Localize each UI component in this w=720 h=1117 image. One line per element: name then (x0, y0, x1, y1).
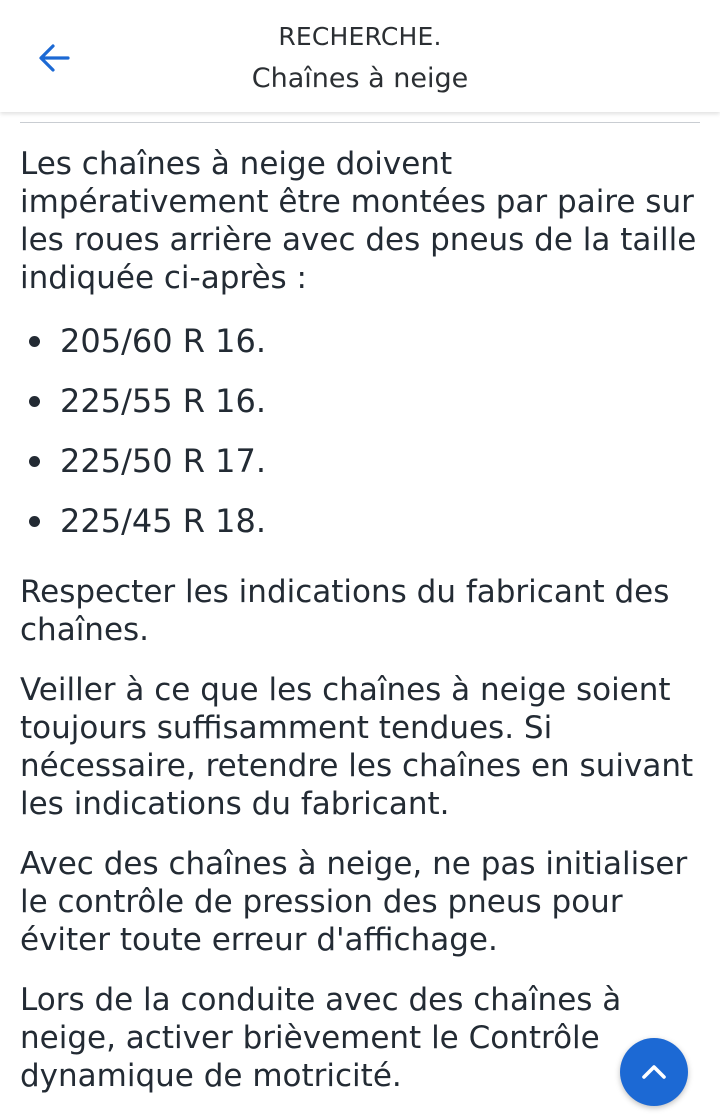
page-title: Chaînes à neige (251, 63, 469, 94)
list-item: 225/45 R 18. (20, 491, 700, 551)
paragraph: Lors de la conduite avec des chaînes à neige, activer brièvement le Contrôle dynamique de motricité. (20, 982, 622, 1094)
list-item: 225/55 R 16. (20, 371, 700, 431)
list-item: 225/50 R 17. (20, 431, 700, 491)
paragraph: Avec des chaînes à neige, ne pas initialiser le contrôle de pression des pneus pour éviter toute erreur d'affichage. (20, 846, 688, 958)
list-item: 205/60 R 16. (20, 311, 700, 371)
paragraph: Respecter les indications du fabricant des chaînes. (20, 574, 670, 648)
article-content (20, 145, 700, 1117)
scroll-to-top-button[interactable] (620, 1038, 688, 1106)
chevron-up-icon (639, 1057, 669, 1087)
tire-size-list (20, 311, 700, 551)
header-section: RECHERCHE. (278, 22, 442, 51)
paragraph: Veiller à ce que les chaînes à neige soient toujours suffisamment tendues. Si nécessaire, retendre les chaînes en suivant les indications du fabricant. (20, 672, 694, 822)
app-header (0, 0, 720, 112)
intro-paragraph: Les chaînes à neige doivent impérativement être montées par paire sur les roues arrière avec des pneus de la taille indiquée ci-après : (20, 146, 697, 296)
divider (20, 122, 700, 123)
